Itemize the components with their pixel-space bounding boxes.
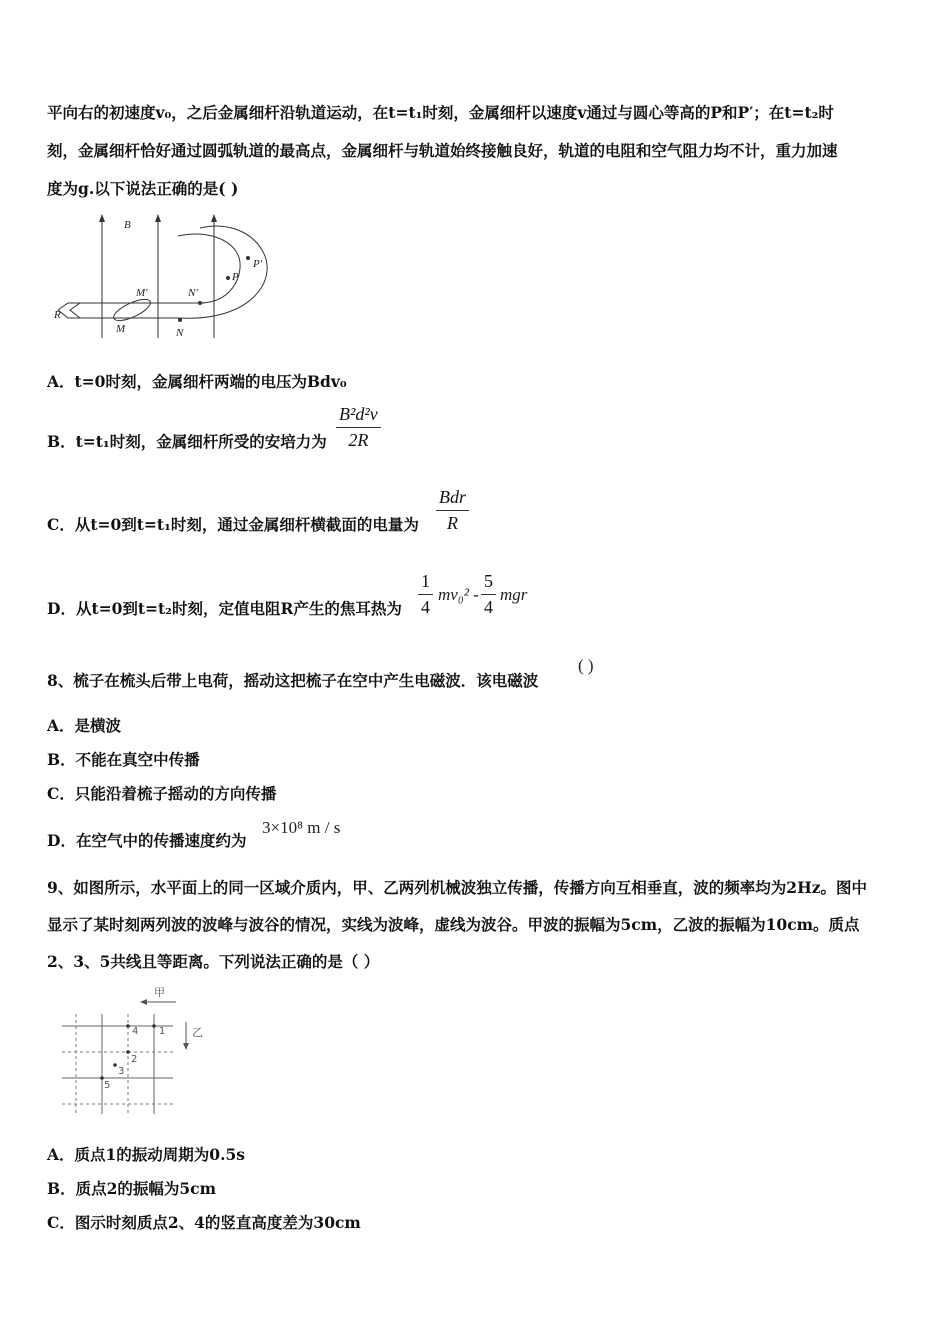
- point-4: [126, 1024, 130, 1028]
- q7-option-d-f1-den: 4: [421, 597, 430, 617]
- q8-option-d: D．在空气中的传播速度约为: [47, 831, 247, 850]
- q7-option-b: B．t=t₁时刻，金属细杆所受的安培力为: [47, 432, 327, 451]
- q7-option-b-den: 2R: [348, 430, 369, 450]
- metal-rod: [111, 295, 153, 325]
- label-p: P: [232, 271, 239, 283]
- q7-option-a: A．t=0时刻，金属细杆两端的电压为Bdv₀: [47, 372, 347, 391]
- q8-stem: 8、梳子在梳头后带上电荷，摇动这把梳子在空中产生电磁波．该电磁波: [47, 671, 539, 690]
- point-2: [126, 1050, 130, 1054]
- resistor: [58, 303, 80, 318]
- b-field-arrow-3: [211, 214, 217, 222]
- q7-option-d-f2-num: 5: [481, 571, 496, 595]
- q7-option-d: D．从t=0到t=t₂时刻，定值电阻R产生的焦耳热为: [47, 599, 402, 618]
- point-p-prime: [246, 256, 250, 260]
- label-p-prime: P′: [253, 258, 263, 270]
- q7-stem-line1: 平向右的初速度v₀，之后金属细杆沿轨道运动，在t=t₁时刻，金属细杆以速度v通过与圆心等高的P和P′；在t=t₂时: [47, 103, 834, 122]
- q7-option-d-term1: mv₀² -: [438, 585, 479, 604]
- q7-option-b-num: B²d²v: [336, 404, 381, 428]
- q9-option-c: C．图示时刻质点2、4的竖直高度差为30cm: [47, 1213, 361, 1232]
- label-n-prime: N′: [188, 287, 198, 299]
- q9-stem-line3: 2、3、5共线且等距离。下列说法正确的是（ ）: [47, 952, 380, 971]
- q7-stem-line2: 刻，金属细杆恰好通过圆弧轨道的最高点，金属细杆与轨道始终接触良好，轨道的电阻和空气阻力均不计，重力加速: [47, 141, 838, 160]
- q8-answer-paren: ( ): [578, 656, 594, 675]
- q7-option-d-f1-num: 1: [418, 571, 433, 595]
- q9-stem-line1: 9、如图所示，水平面上的同一区域介质内，甲、乙两列机械波独立传播，传播方向互相垂直，波的频率均为2Hz。图中: [47, 878, 868, 897]
- q7-option-c: C．从t=0到t=t₁时刻，通过金属细杆横截面的电量为: [47, 515, 419, 534]
- q7-option-d-term2: mgr: [500, 585, 528, 604]
- label-r: R: [54, 309, 61, 321]
- label-n: N: [176, 327, 184, 339]
- label-b: B: [124, 219, 131, 231]
- jia-arrow: [140, 999, 147, 1005]
- q9-option-b: B．质点2的振幅为5cm: [47, 1179, 217, 1198]
- label-point-2: 2: [131, 1054, 138, 1065]
- q8-option-c: C．只能沿着梳子摇动的方向传播: [47, 784, 277, 803]
- label-yi: 乙: [192, 1026, 203, 1039]
- q7-rail-figure: [50, 210, 280, 345]
- label-jia: 甲: [154, 986, 165, 999]
- label-point-5: 5: [104, 1080, 111, 1091]
- q8-option-a: A．是横波: [47, 716, 122, 735]
- q7-stem-line3: 度为g.以下说法正确的是( ): [47, 179, 239, 198]
- q7-option-c-den: R: [447, 513, 458, 533]
- q9-wave-figure: [58, 984, 218, 1119]
- q8-option-d-math: 3×10⁸ m / s: [262, 818, 341, 837]
- q7-option-d-fraction-2: [481, 571, 496, 618]
- q9-option-a: A．质点1的振动周期为0.5s: [47, 1145, 246, 1164]
- q7-option-d-f2-den: 4: [484, 597, 493, 617]
- q8-option-b: B．不能在真空中传播: [47, 750, 200, 769]
- yi-arrow: [183, 1043, 189, 1050]
- q7-option-c-fraction: [436, 487, 469, 534]
- q7-option-c-num: Bdr: [436, 487, 469, 511]
- q7-option-d-fraction-1: [418, 571, 433, 618]
- point-3: [113, 1063, 117, 1067]
- b-field-arrow-2: [155, 214, 161, 222]
- label-m-prime: M′: [136, 287, 148, 299]
- label-m: M: [116, 323, 126, 335]
- point-1: [152, 1024, 156, 1028]
- point-n: [178, 318, 182, 322]
- b-field-arrow-1: [99, 214, 105, 222]
- q7-option-b-fraction: [336, 404, 381, 451]
- label-point-4: 4: [132, 1026, 139, 1037]
- point-p: [226, 276, 230, 280]
- q9-stem-line2: 显示了某时刻两列波的波峰与波谷的情况，实线为波峰，虚线为波谷。甲波的振幅为5cm，乙波的振幅为10cm。质点: [47, 915, 860, 934]
- point-n-prime: [198, 301, 202, 305]
- label-point-3: 3: [118, 1066, 125, 1077]
- label-point-1: 1: [159, 1026, 166, 1037]
